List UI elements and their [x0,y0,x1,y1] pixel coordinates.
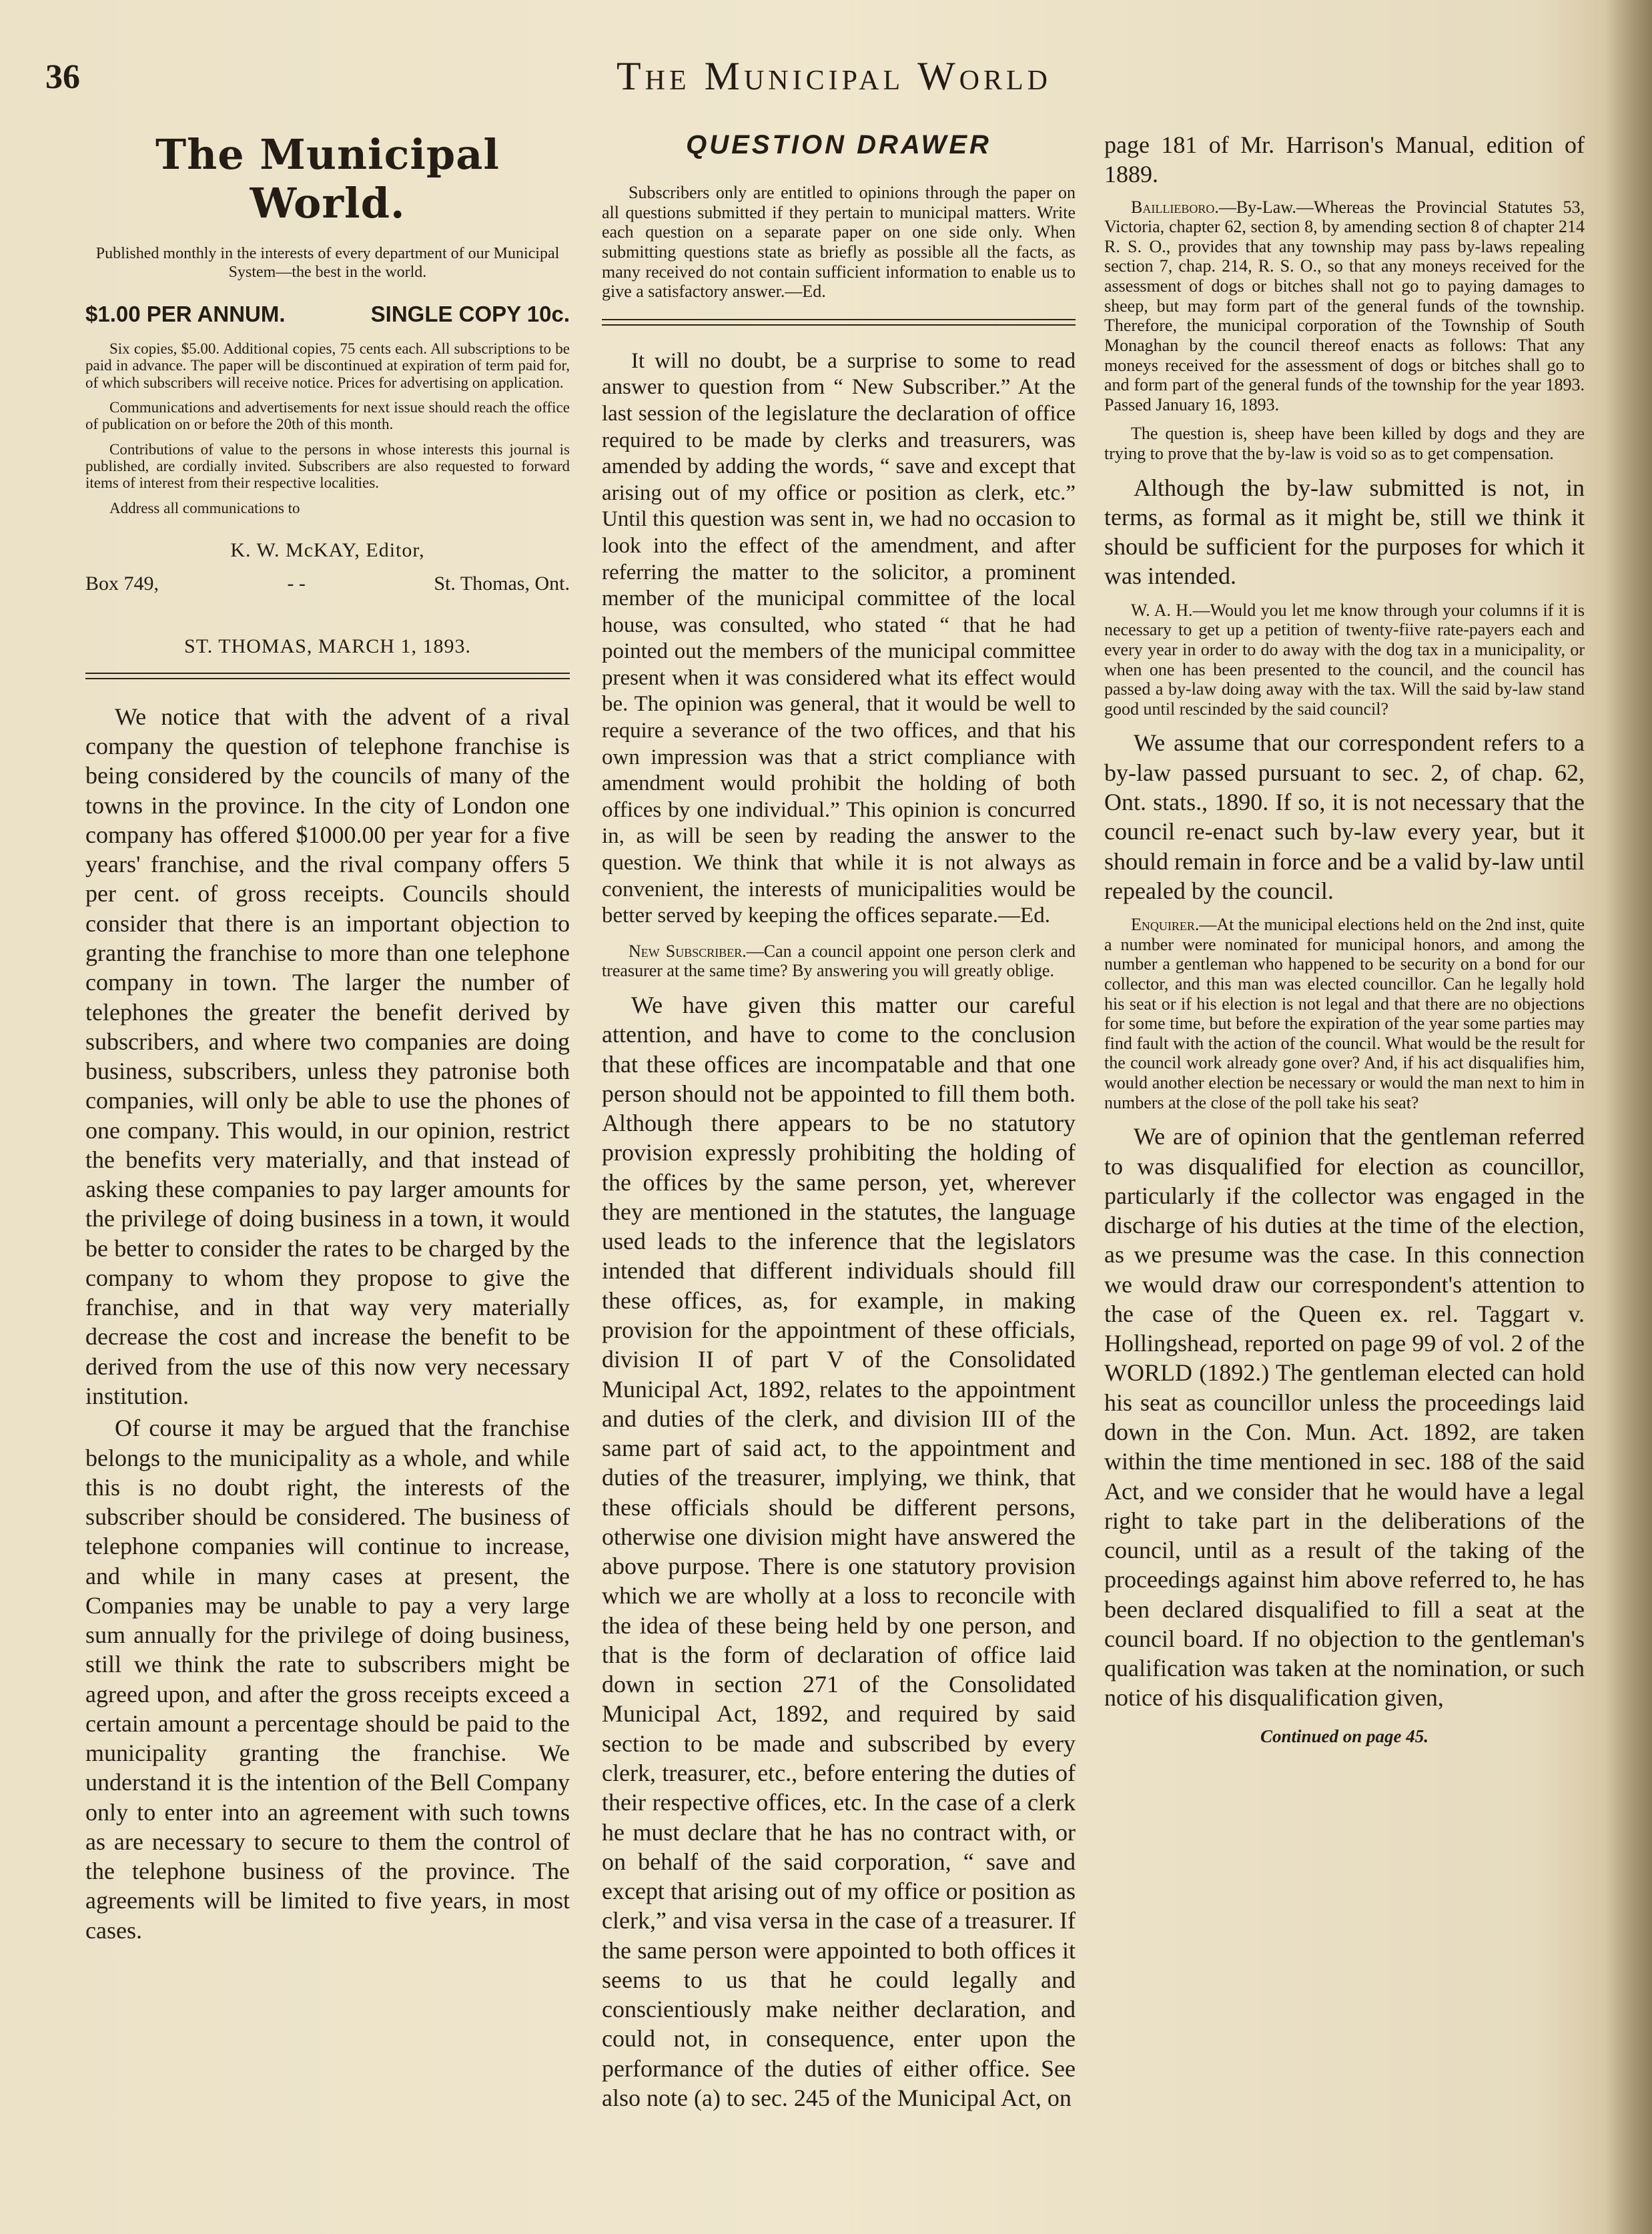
subscription-info: Six copies, $5.00. Additional copies, 75 cents each. All subscriptions to be paid in advance. The paper will be discontinued at expiration of term paid for, of which subscribers will receive notice. Prices for advertising on application. [85,340,570,391]
masthead: The Municipal World [616,54,1052,98]
continued-text: page 181 of Mr. Harrison's Manual, edition of 1889. [1104,131,1585,188]
answer-enquirer: We are of opinion that the gentleman referred to was disqualified for election as councillor, particularly if the collector was engaged in the discharge of his duties at the time of the election, as we presume was the case. In this connection we would draw our correspondent's attention to the case of the Queen ex. rel. Taggart v. Hollingshead, reported on page 99 of vol. 2 of the WORLD (1892.) The gentleman elected can hold his seat as councillor unless the proceedings laid down in the Con. Mun. Act. 1892, are taken within the time mentioned in sec. 188 of the said Act, and we consider that he would have a legal right to take part in the deliberations of the council, until as a result of the taking of the proceedings against him above referred to, he has been declared disqualified to fill a seat at the council board. If no objection to the gentleman's qualification was taken at the nomination, or such notice of his disqualification given, [1104,1123,1585,1712]
question-drawer-title: QUESTION DRAWER [686,130,991,159]
deadline-info: Communications and advertisements for next issue should reach the office of publication on or before the 20th of this month. [85,399,570,433]
question-new-subscriber [602,942,1076,981]
correspondent-name: Baillieboro. [1131,197,1219,217]
box-number: Box 749, [85,572,159,595]
column-right [1104,130,1585,1747]
answer-new-subscriber-note: It will no doubt, be a surprise to some to read answer to question from “ New Subscriber.” At the last session of the legislature the declaration of office required to be made by clerks and treasurers, was amended by adding the words, “ save and except that arising out of my office or position as clerk, etc.” Until this question was sent in, we had no occasion to look into the effect of the amendment, and after referring the matter to the solicitor, a prominent member of the municipal committee of the local house, was consulted, who stated “ that he had pointed out the members of the municipal committee present when it was considered what its effect would be. The opinion was general, that it would be well to require a severance of the two offices, and that his own impression was that a strict compliance with amendment would prohibit the holding of both offices by one individual.” This opinion is concurred in, as will be seen by reading the answer to the question. We think that while it is not always as convenient, the interests of municipalities would be better served by keeping the offices separate.—Ed. [602,348,1076,928]
continued-notice: Continued on page 45. [1260,1726,1429,1746]
page-spine-shadow [1605,0,1652,2234]
page-number: 36 [45,58,80,96]
double-rule [602,319,1076,326]
question-text: —Can a council appoint one person clerk and treasurer at the same time? By answering you will greatly oblige. [602,941,1076,981]
correspondent-name: W. A. H. [1131,600,1193,620]
question-baillieboro [1104,198,1585,415]
editorial-paragraph-2: Of course it may be argued that the franchise belongs to the municipality as a whole, and while this is no doubt right, the interests of the subscriber should be considered. The business of telephone companies will continue to increase, and while in many cases at present, the Companies may be unable to pay a very large sum annually for the privilege of doing business, still we think the rate to subscribers might be agreed upon, and after the gross receipts exceed a certain amount a percentage should be paid to the municipality granting the franchise. We understand it is the intention of the Bell Company only to enter into an agreement with such towns as are necessary to secure to them the control of the telephone business of the province. The agreements will be limited to five years, in most cases. [85,1415,570,1944]
column-middle [602,130,1076,2115]
city-name: St. Thomas, Ont. [434,572,570,595]
question-wah [1104,601,1585,719]
question-text: —At the municipal elections held on the 2nd inst, quite a number were nominated for municipal honors, and among the number a gentleman who happened to be security on a bond for our collector, and this man was elected councillor. Can he legally hold his seat or if his election is not legal and that there are no objections for some time, but before the expiration of the year some parties may find fault with the action of the council. What would be the result for the council work already gone over? And, if his act disqualifies him, would another election be necessary or would the man next to him in numbers at the close of the poll take his seat? [1104,915,1585,1112]
question-text: —Would you let me know through your columns if it is necessary to get up a petition of twenty-fiive rate-payers each and every year in order to do away with the dog tax in a municipality, or when one has been presented to the council, and the council has passed a by-law doing away with the tax. Will the said by-law stand good until rescinded by the said council? [1104,600,1585,719]
publication-logo: The Municipal World. [155,130,500,228]
dateline: ST. THOMAS, MARCH 1, 1893. [184,635,471,657]
publication-statement: Published monthly in the interests of every department of our Municipal System—the best in the world. [95,245,560,281]
question-followup: The question is, sheep have been killed by dogs and they are trying to prove that the by-law is void so as to get compensation. [1104,424,1585,464]
correspondent-name: Enquirer. [1131,915,1200,935]
address-dashes: - - [287,572,306,595]
answer-baillieboro: Although the by-law submitted is not, in terms, as formal as it might be, still we think it should be sufficient for the purposes for which it was intended. [1104,474,1585,590]
price-row [85,302,570,327]
annual-price: $1.00 PER ANNUM. [85,302,286,327]
correspondent-name: New Subscriber. [629,941,747,961]
question-text: —By-Law.—Whereas the Provincial Statutes 53, Victoria, chapter 62, section 8, by amending section 8 of chapter 214 R. S. O., provides that any township may pass by-laws repealing section 7, chap. 214, R. S. O., so that any moneys received for the assessment of dogs or bitches shall not go to paying damages to sheep, but may form part of the general funds of the township. Therefore, the municipal corporation of the Township of South Monaghan by the council thereof enacts as follows: That any moneys received for the assessment of dogs or bitches shall go to and form part of the general funds of the township for the year 1893. Passed January 16, 1893. [1104,197,1585,414]
address-label: Address all communications to [109,499,300,516]
mailing-address [85,573,570,595]
editorial-paragraph-1: We notice that with the advent of a rival company the question of telephone franchise is being considered by the councils of many of the towns in the province. In the city of London one company has offered $1000.00 per year for a five years' franchise, and the rival company offers 5 per cent. of gross receipts. Councils should consider that there is an important objection to granting the franchise to more than one telephone company in town. The larger the number of telephones the greater the benefit derived by subscribers, and where two companies are doing business, subscribers, unless they patronise both companies, will only be able to use the phones of one company. This would, in our opinion, restrict the benefits very materially, and that instead of asking these companies to pay larger amounts for the privilege of doing business in a town, it would be better to consider the rates to be charged by the company to whom they propose to give the franchise, and in that way very materially decrease the cost and increase the benefit to be derived from the use of this now very necessary institution. [85,703,570,1409]
double-rule [85,673,570,679]
question-enquirer [1104,915,1585,1112]
contributions-info: Contributions of value to the persons in whose interests this journal is published, are cordially invited. Subscribers are also requested to forward items of interest from their respective localities. [85,440,570,492]
column-left [85,130,570,1948]
answer-wah: We assume that our correspondent refers to a by-law passed pursuant to sec. 2, of chap. 62, Ont. stats., 1890. If so, it is not necessary that the council re-enact such by-law every year, but it should remain in force and be a valid by-law until repealed by the council. [1104,729,1585,904]
single-copy-price: SINGLE COPY 10c. [370,302,570,327]
editor-name: K. W. McKAY, Editor, [230,538,425,561]
question-drawer-intro: Subscribers only are entitled to opinions through the paper on all questions submitted if they pertain to municipal matters. Write each question on a separate paper on one side only. When submitting questions state as briefly as possible all the facts, as many received do not contain sufficient information to enable us to give a satisfactory answer.—Ed. [602,183,1076,302]
answer-clerk-treasurer: We have given this matter our careful attention, and have to come to the conclusion that these offices are incompatable and that one person should not be appointed to fill them both. Although there appears to be no statutory provision expressly prohibiting the holding of the offices by the same person, yet, wherever they are mentioned in the statutes, the language used leads to the inference that the legislators intended that different individuals should fill these offices, as, for example, in making provision for the appointment of these officials, division II of part V of the Consolidated Municipal Act, 1892, relates to the appointment and duties of the clerk, and division III of the same part of said act, to the appointment and duties of the treasurer, implying, we think, that these officials should be different persons, otherwise one division might have answered the above purpose. There is one statutory provision which we are wholly at a loss to reconcile with the idea of these being held by one person, and that is the form of declaration of office laid down in section 271 of the Consolidated Municipal Act, 1892, and required by said section to be made and subscribed by every clerk, treasurer, etc., before entering the duties of their respective offices, etc. In the case of a clerk he must declare that he has no contract with, or on behalf of the said corporation, “ save and except that arising out of my office or position as clerk,” and visa versa in the case of a treasurer. If the same person were appointed to both offices it seems to us that he could legally and conscientiously make neither declaration, and could not, in consequence, enter upon the performance of the duties of either office. See also note (a) to sec. 245 of the Municipal Act, on [602,992,1076,2111]
